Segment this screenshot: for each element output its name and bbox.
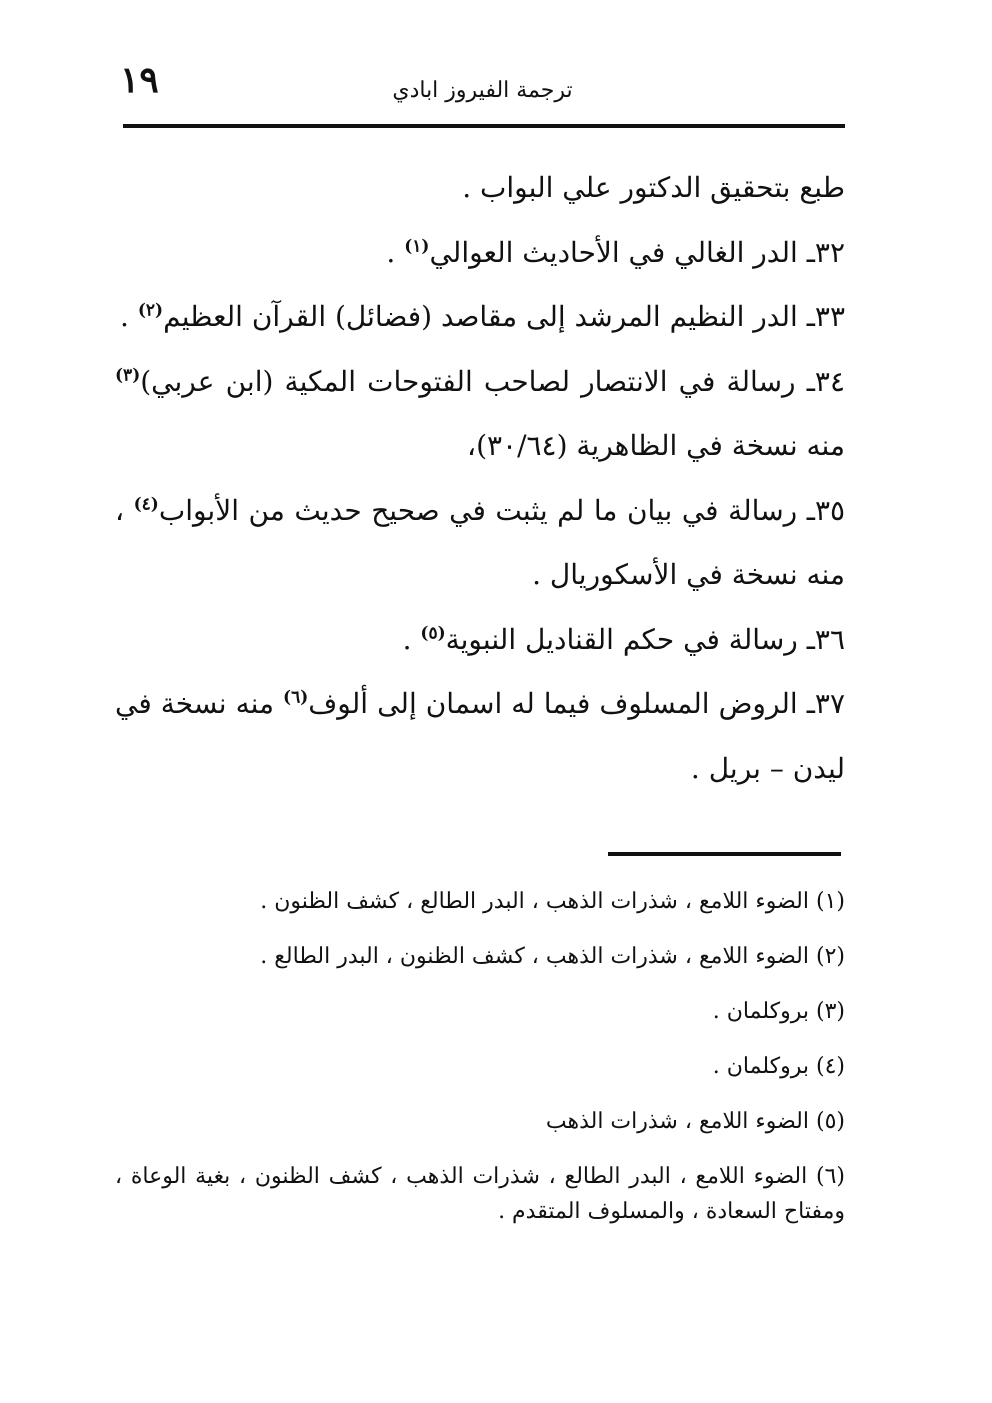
footnote-rule xyxy=(608,852,841,856)
entry-33-note: (٢) xyxy=(137,300,164,321)
entry-35 xyxy=(115,479,845,608)
intro-line: طبع بتحقيق الدكتور علي البواب . xyxy=(462,171,845,204)
footnote-4-marker: (٤) xyxy=(815,1054,845,1080)
footnote-1-marker: (١) xyxy=(815,889,845,914)
footnote-3-text: بروكلمان . xyxy=(712,999,816,1025)
entry-36 xyxy=(115,608,845,673)
entry-32 xyxy=(115,221,845,286)
main-text xyxy=(115,156,845,801)
entry-33-text: ٣٣ـ الدر النظيم المرشد إلى مقاصد (فضائل) القرآن العظيم xyxy=(163,300,845,333)
entry-34-tail: منه نسخة في الظاهرية (٣٠/٦٤)، xyxy=(467,429,845,462)
entry-32-tail: . xyxy=(386,235,405,269)
running-title: ترجمة الفيروز ابادي xyxy=(392,78,573,103)
page-number: ١٩ xyxy=(120,59,159,101)
header-rule xyxy=(123,124,845,128)
entry-36-text: ٣٦ـ رسالة في حكم القناديل النبوية xyxy=(445,622,845,656)
footnote-5-text: الضوء اللامع ، شذرات الذهب xyxy=(545,1109,816,1135)
footnote-2 xyxy=(115,940,845,974)
entry-37-text: ٣٧ـ الروض المسلوف فيما له اسمان إلى ألوف xyxy=(308,687,845,720)
entry-35-note: (٤) xyxy=(133,494,159,515)
entry-35-tail: ، منه نسخة في الأسكوريال . xyxy=(115,493,845,591)
entry-34 xyxy=(115,350,845,479)
footnote-6-marker: (٦) xyxy=(815,1164,845,1190)
entry-37-note: (٦) xyxy=(283,687,309,708)
footnote-1-text: الضوء اللامع ، شذرات الذهب ، البدر الطالع ، كشف الظنون . xyxy=(260,889,816,914)
entry-32-text: ٣٢ـ الدر الغالي في الأحاديث العوالي xyxy=(429,235,845,269)
entry-35-text: ٣٥ـ رسالة في بيان ما لم يثبت في صحيح حديث من الأبواب xyxy=(158,493,846,527)
footnote-2-text: الضوء اللامع ، شذرات الذهب ، كشف الظنون ، البدر الطالع . xyxy=(260,944,816,970)
footnote-5 xyxy=(115,1105,845,1139)
entry-32-note: (١) xyxy=(404,236,430,257)
footnotes xyxy=(115,885,845,1229)
entry-33 xyxy=(115,285,845,350)
entry-36-tail: . xyxy=(402,622,421,656)
footnote-3-marker: (٣) xyxy=(815,999,845,1025)
entry-37 xyxy=(115,672,845,801)
entry-37-tail: منه نسخة في ليدن – بريل . xyxy=(115,687,845,785)
footnote-6 xyxy=(115,1160,845,1228)
footnote-1 xyxy=(115,885,845,919)
entry-36-note: (٥) xyxy=(420,623,446,644)
entry-33-tail: . xyxy=(120,300,138,333)
footnote-4 xyxy=(115,1050,845,1084)
footnote-6-text: الضوء اللامع ، البدر الطالع ، شذرات الذهب ، كشف الظنون ، بغية الوعاة ، ومفتاح السعادة ، والمسلوف المتقدم . xyxy=(115,1164,845,1224)
footnote-2-marker: (٢) xyxy=(815,944,845,970)
entry-34-note: (٣) xyxy=(115,365,141,386)
footnote-4-text: بروكلمان . xyxy=(712,1054,816,1080)
footnote-3 xyxy=(115,995,845,1029)
footnote-5-marker: (٥) xyxy=(815,1109,845,1135)
entry-34-text: ٣٤ـ رسالة في الانتصار لصاحب الفتوحات المكية (ابن عربي) xyxy=(140,364,845,398)
